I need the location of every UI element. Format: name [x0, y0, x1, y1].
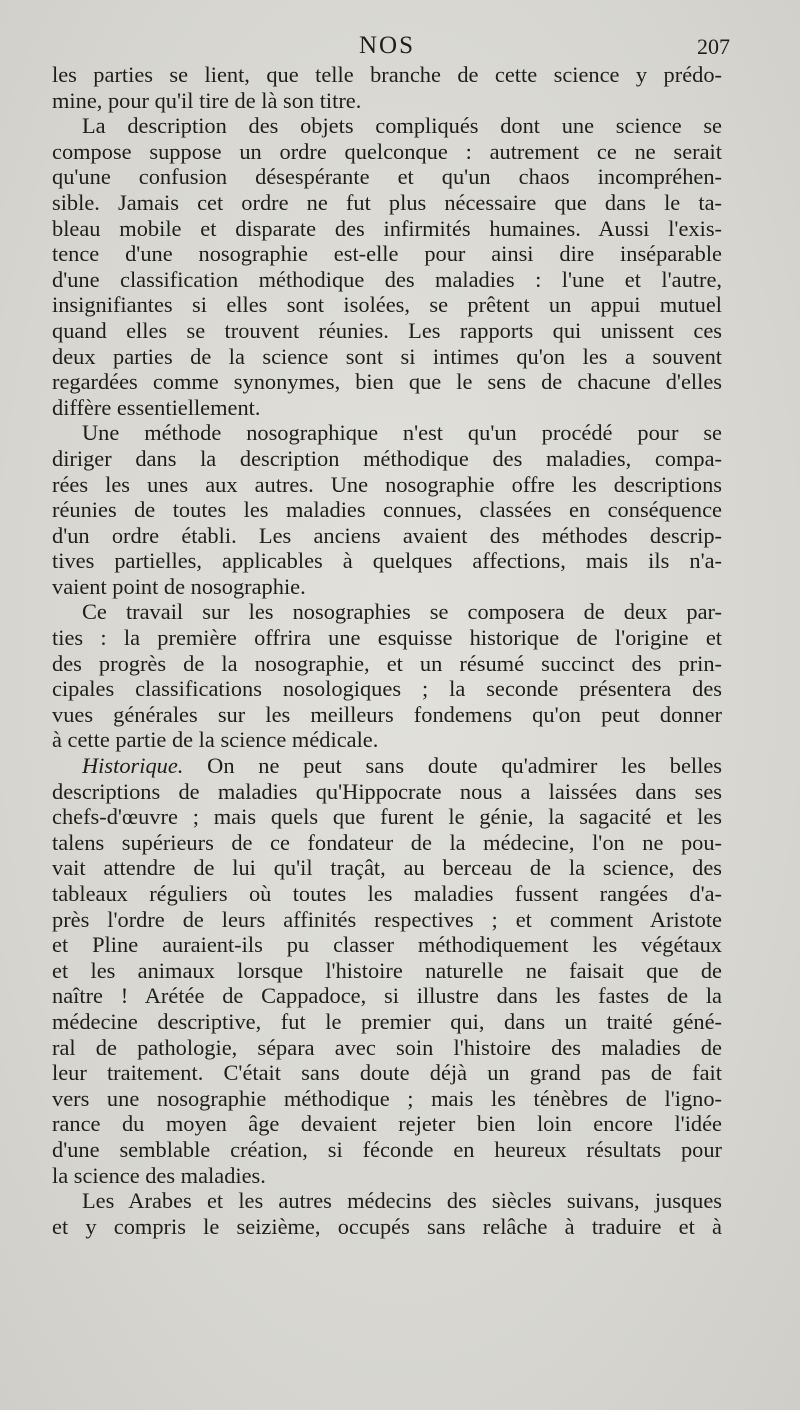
text-line: près l'ordre de leurs affinités respectives ; et comment Aristote — [52, 906, 722, 932]
paragraph — [52, 62, 722, 113]
text-line: qu'une confusion désespérante et qu'un chaos incompréhen- — [52, 164, 722, 190]
text-line: talens supérieurs de ce fondateur de la médecine, l'on ne pou- — [52, 829, 722, 855]
text-line: descriptions de maladies qu'Hippocrate nous a laissées dans ses — [52, 778, 722, 804]
text-line: diriger dans la description méthodique des maladies, compa- — [52, 445, 722, 471]
text-line: vaient point de nosographie. — [52, 573, 306, 599]
text-line: chefs-d'œuvre ; mais quels que furent le génie, la sagacité et les — [52, 804, 722, 830]
text-line: deux parties de la science sont si intimes qu'on les a souvent — [52, 343, 722, 369]
text-line: et y compris le seizième, occupés sans relâche à traduire et à — [52, 1213, 722, 1239]
text-line: vers une nosographie méthodique ; mais les ténèbres de l'igno- — [52, 1085, 722, 1111]
text-line: réunies de toutes les maladies connues, classées en conséquence — [52, 497, 722, 523]
text-line: vait attendre de lui qu'il traçât, au berceau de la science, des — [52, 855, 722, 881]
text-line: naître ! Arétée de Cappadoce, si illustre dans les fastes de la — [52, 983, 722, 1009]
text-line: des progrès de la nosographie, et un résumé succinct des prin- — [52, 650, 722, 676]
paragraph — [52, 420, 722, 599]
text-line: et les animaux lorsque l'histoire naturelle ne faisait que de — [52, 957, 722, 983]
text-line: la science des maladies. — [52, 1162, 266, 1188]
text-line: rées les unes aux autres. Une nosographie offre les descriptions — [52, 471, 722, 497]
text-line: Une méthode nosographique n'est qu'un procédé pour se — [82, 420, 722, 446]
section-heading: Historique. — [82, 753, 184, 779]
text-line: d'une classification méthodique des maladies : l'une et l'autre, — [52, 266, 722, 292]
text-line: ral de pathologie, sépara avec soin l'histoire des maladies de — [52, 1034, 722, 1060]
text-line: vues générales sur les meilleurs fondemens qu'on peut donner — [52, 701, 722, 727]
text-line: rance du moyen âge devaient rejeter bien loin encore l'idée — [52, 1111, 722, 1137]
text-line: compose suppose un ordre quelconque : autrement ce ne serait — [52, 138, 722, 164]
text-line: tives partielles, applicables à quelques affections, mais ils n'a- — [52, 548, 722, 574]
running-head — [52, 32, 730, 62]
text-line: La description des objets compliqués dont une science se — [82, 113, 722, 139]
text-line: insignifiantes si elles sont isolées, se prêtent un appui mutuel — [52, 292, 722, 318]
paragraph — [52, 1188, 722, 1239]
text-line: d'une semblable création, si féconde en heureux résultats pour — [52, 1136, 722, 1162]
text-line: cipales classifications nosologiques ; la seconde présentera des — [52, 676, 722, 702]
text-line: leur traitement. C'était sans doute déjà un grand pas de fait — [52, 1060, 722, 1086]
text-line: regardées comme synonymes, bien que le sens de chacune d'elles — [52, 369, 722, 395]
text-line: mine, pour qu'il tire de là son titre. — [52, 87, 362, 113]
text-line: quand elles se trouvent réunies. Les rapports qui unissent ces — [52, 317, 722, 343]
text-line: sible. Jamais cet ordre ne fut plus nécessaire que dans le ta- — [52, 189, 722, 215]
text-line: et Pline auraient-ils pu classer méthodiquement les végétaux — [52, 932, 722, 958]
text-line: à cette partie de la science médicale. — [52, 727, 379, 753]
text-line: Les Arabes et les autres médecins des siècles suivans, jusques — [82, 1188, 722, 1214]
body-text — [52, 62, 722, 1239]
page-number: 207 — [697, 34, 730, 59]
text-line: tableaux réguliers où toutes les maladies fussent rangées d'a- — [52, 881, 722, 906]
text-line: ties : la première offrira une esquisse historique de l'origine et — [52, 625, 722, 651]
text-line: d'un ordre établi. Les anciens avaient des méthodes descrip- — [52, 522, 722, 548]
text-run: On ne peut sans doute qu'admirer les belles — [183, 753, 722, 779]
text-line: bleau mobile et disparate des infirmités humaines. Aussi l'exis- — [52, 215, 722, 241]
running-title: NOS — [358, 32, 415, 59]
paragraph — [52, 113, 722, 420]
text-line — [52, 753, 722, 779]
text-line: diffère essentiellement. — [52, 394, 261, 420]
text-line: Ce travail sur les nosographies se composera de deux par- — [82, 599, 722, 625]
paragraph — [52, 599, 722, 753]
text-line: les parties se lient, que telle branche de cette science y prédo- — [52, 62, 722, 87]
text-line: tence d'une nosographie est-elle pour ainsi dire inséparable — [52, 241, 722, 267]
paragraph — [52, 753, 722, 1188]
text-line: médecine descriptive, fut le premier qui, dans un traité géné- — [52, 1008, 722, 1034]
